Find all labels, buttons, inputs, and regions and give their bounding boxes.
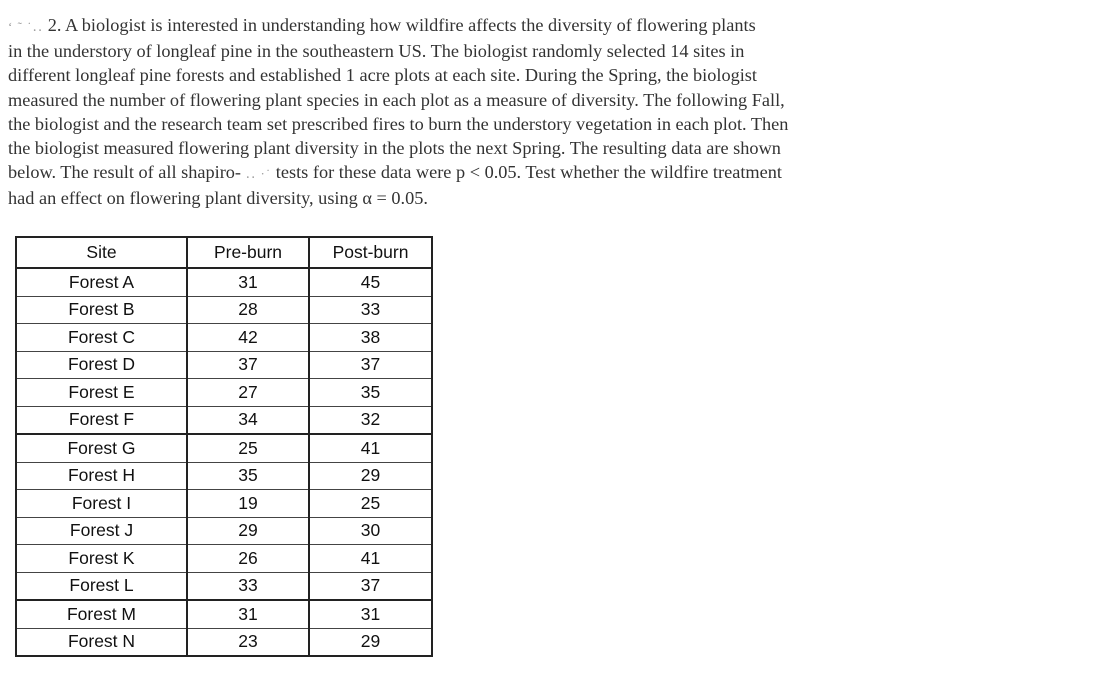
table-row: [16, 324, 432, 352]
cell-site: Forest M: [16, 600, 187, 628]
cell-post-burn: 25: [309, 490, 432, 518]
cell-post-burn: 31: [309, 600, 432, 628]
table-row: [16, 406, 432, 434]
table-row: [16, 600, 432, 628]
cell-pre-burn: 34: [187, 406, 309, 434]
cell-pre-burn: 19: [187, 490, 309, 518]
cell-pre-burn: 31: [187, 268, 309, 296]
cell-site: Forest L: [16, 572, 187, 600]
table-row: [16, 572, 432, 600]
problem-line-7b: tests for these data were p < 0.05. Test whether the wildfire treatment: [275, 162, 782, 183]
cell-site: Forest A: [16, 268, 187, 296]
cell-site: Forest B: [16, 296, 187, 324]
cell-post-burn: 45: [309, 268, 432, 296]
table-row: [16, 628, 432, 656]
table-row: [16, 268, 432, 296]
problem-number: 2.: [47, 15, 62, 35]
header-post-burn: Post-burn: [309, 237, 432, 268]
cell-pre-burn: 25: [187, 434, 309, 462]
cell-pre-burn: 35: [187, 462, 309, 490]
table-row: [16, 351, 432, 379]
problem-line-5: the biologist and the research team set prescribed fires to burn the understory vegetation in each plot. Then: [8, 113, 789, 134]
cell-site: Forest E: [16, 379, 187, 407]
header-pre-burn: Pre-burn: [187, 237, 309, 268]
problem-line-4: measured the number of flowering plant species in each plot as a measure of diversity. The following Fall,: [8, 89, 785, 110]
cell-pre-burn: 23: [187, 628, 309, 656]
cell-post-burn: 41: [309, 545, 432, 573]
cell-site: Forest C: [16, 324, 187, 352]
problem-line-3: different longleaf pine forests and established 1 acre plots at each site. During the Spring, the biologist: [8, 65, 757, 86]
problem-line-2: in the understory of longleaf pine in the southeastern US. The biologist randomly selected 14 sites in: [8, 41, 745, 62]
cell-post-burn: 29: [309, 462, 432, 490]
cell-post-burn: 33: [309, 296, 432, 324]
problem-line-8: had an effect on flowering plant diversity, using α = 0.05.: [8, 188, 428, 209]
cell-post-burn: 37: [309, 572, 432, 600]
cell-pre-burn: 31: [187, 600, 309, 628]
cell-site: Forest K: [16, 545, 187, 573]
data-table: [15, 236, 433, 657]
problem-line-6: the biologist measured flowering plant diversity in the plots the next Spring. The resulting data are shown: [8, 138, 781, 159]
test-name-artifact: ․․ ·˙: [245, 166, 272, 182]
cell-pre-burn: 27: [187, 379, 309, 407]
cell-site: Forest H: [16, 462, 187, 490]
cell-pre-burn: 37: [187, 351, 309, 379]
table-row: [16, 434, 432, 462]
cell-post-burn: 37: [309, 351, 432, 379]
cell-post-burn: 35: [309, 379, 432, 407]
cell-post-burn: 38: [309, 324, 432, 352]
problem-statement: [8, 13, 898, 211]
table-row: [16, 517, 432, 545]
cell-site: Forest D: [16, 351, 187, 379]
cell-site: Forest F: [16, 406, 187, 434]
table-row: [16, 379, 432, 407]
table-header-row: [16, 237, 432, 268]
cell-post-burn: 32: [309, 406, 432, 434]
table-row: [16, 545, 432, 573]
problem-line-7a: below. The result of all shapiro-: [8, 162, 242, 183]
cell-post-burn: 30: [309, 517, 432, 545]
table-row: [16, 296, 432, 324]
table-row: [16, 462, 432, 490]
cell-site: Forest N: [16, 628, 187, 656]
cell-pre-burn: 42: [187, 324, 309, 352]
prefix-artifact: ‘ ˜ ˙․․: [8, 19, 44, 34]
cell-post-burn: 29: [309, 628, 432, 656]
table-body: [16, 268, 432, 656]
cell-pre-burn: 29: [187, 517, 309, 545]
table-row: [16, 490, 432, 518]
cell-pre-burn: 28: [187, 296, 309, 324]
cell-site: Forest G: [16, 434, 187, 462]
problem-line-1: A biologist is interested in understanding how wildfire affects the diversity of flowering plants: [65, 15, 756, 35]
cell-pre-burn: 33: [187, 572, 309, 600]
cell-site: Forest I: [16, 490, 187, 518]
cell-site: Forest J: [16, 517, 187, 545]
cell-pre-burn: 26: [187, 545, 309, 573]
cell-post-burn: 41: [309, 434, 432, 462]
header-site: Site: [16, 237, 187, 268]
